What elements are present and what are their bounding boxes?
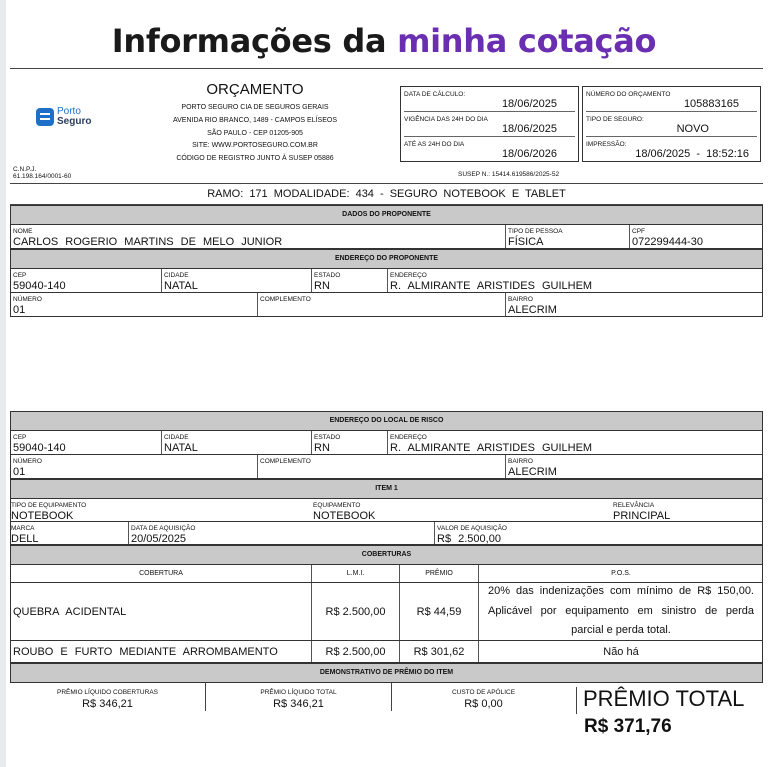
quote-number-value: 105883165 [683, 98, 739, 110]
endereco-label: ENDEREÇO [390, 272, 427, 279]
numero-label: NÚMERO [13, 296, 42, 303]
tipo-pessoa-value: FÍSICA [508, 236, 544, 248]
cnpj-label: C.N.P.J. [13, 166, 37, 173]
endereco-proponente-row-1 [10, 269, 763, 293]
orcamento-title: ORÇAMENTO [206, 81, 304, 98]
cep-cell [11, 269, 161, 292]
estado-label: ESTADO [314, 272, 341, 279]
cnpj-block [13, 166, 71, 180]
complemento-label: COMPLEMENTO [260, 296, 311, 303]
risco-cidade-cell [161, 431, 311, 454]
risco-estado-value: RN [314, 442, 330, 454]
section-bar-local-risco: ENDEREÇO DO LOCAL DE RISCO [10, 411, 763, 431]
col-header-pos: P.O.S. [478, 565, 763, 582]
insurance-type-label: TIPO DE SEGURO: [586, 116, 644, 123]
item-row-2 [10, 522, 763, 545]
company-line: SÃO PAULO - CEP 01205-905 [207, 129, 303, 137]
nome-cell [11, 225, 505, 248]
coverage-premio: R$ 44,59 [399, 583, 478, 640]
document-header [10, 68, 763, 183]
endereco-proponente-row-2 [10, 293, 763, 317]
page-heading [0, 22, 768, 60]
data-aquisicao-label: DATA DE AQUISIÇÃO [131, 525, 196, 532]
bairro-value: ALECRIM [508, 304, 557, 316]
porto-seguro-logo-icon [36, 108, 54, 126]
equipamento-value: NOTEBOOK [313, 510, 376, 522]
tipo-pessoa-cell [505, 225, 629, 248]
risco-numero-label: NÚMERO [13, 458, 42, 465]
coverage-premio: R$ 301,62 [399, 641, 478, 662]
calc-date-label: DATA DE CÁLCULO: [404, 91, 466, 98]
company-line: AVENIDA RIO BRANCO, 1489 - CAMPOS ELÍSEOS [172, 116, 338, 124]
cpf-cell [629, 225, 762, 248]
risco-bairro-cell [505, 455, 762, 478]
relevancia-value: PRINCIPAL [613, 510, 671, 522]
print-value: 18/06/2025 - 18:52:16 [635, 148, 749, 160]
valor-aquisicao-label: VALOR DE AQUISIÇÃO [437, 525, 507, 532]
endereco-value: R. ALMIRANTE ARISTIDES GUILHEM [390, 280, 593, 292]
premio-total-value: R$ 371,76 [584, 716, 672, 737]
marca-label: MARCA [11, 525, 35, 532]
custo-apolice-label: CUSTO DE APÓLICE [451, 689, 516, 696]
coverage-name: ROUBO E FURTO MEDIANTE ARROMBAMENTO [13, 645, 278, 658]
numero-cell [11, 293, 257, 316]
premium-summary [10, 683, 763, 737]
premio-total-label: PRÊMIO TOTAL [576, 687, 766, 714]
data-aquisicao-cell [128, 522, 434, 544]
dates-box [400, 86, 579, 162]
risco-endereco-cell [387, 431, 762, 454]
section-bar-coberturas: COBERTURAS [10, 545, 763, 565]
risco-cidade-label: CIDADE [164, 434, 189, 441]
cidade-label: CIDADE [164, 272, 189, 279]
custo-apolice-value: R$ 0,00 [464, 698, 503, 710]
end-date-value: 18/06/2026 [501, 148, 557, 160]
risco-bairro-value: ALECRIM [508, 466, 557, 478]
section-bar-demonstrativo: DEMONSTRATIVO DE PRÊMIO DO ITEM [10, 663, 763, 683]
risco-endereco-label: ENDEREÇO [390, 434, 427, 441]
section-bar-proponente: DADOS DO PROPONENTE [10, 205, 763, 225]
premio-liquido-coberturas-label: PRÊMIO LÍQUIDO COBERTURAS [56, 689, 158, 696]
logo-line-2: Seguro [57, 116, 92, 127]
premio-liquido-coberturas-cell [10, 683, 205, 719]
section-bar-item: ITEM 1 [10, 479, 763, 499]
valor-aquisicao-value: R$ 2.500,00 [437, 533, 501, 545]
relevancia-cell [611, 499, 762, 521]
start-date-label: VIGÊNCIA DAS 24H DO DIA [404, 116, 488, 123]
risco-complemento-label: COMPLEMENTO [260, 458, 311, 465]
complemento-cell [257, 293, 505, 316]
end-date-label: ATÉ AS 24H DO DIA [404, 141, 465, 148]
coverage-lmi: R$ 2.500,00 [311, 583, 399, 640]
company-line: PORTO SEGURO CIA DE SEGUROS GERAIS [181, 104, 329, 111]
insurance-type-value: NOVO [676, 123, 709, 135]
premio-liquido-total-value: R$ 346,21 [273, 698, 324, 710]
quote-info-box [582, 86, 761, 162]
cidade-cell [161, 269, 311, 292]
tipo-equipamento-cell [11, 499, 311, 521]
cep-value: 59040-140 [13, 280, 66, 292]
risco-bairro-label: BAIRRO [508, 458, 533, 465]
valor-aquisicao-cell [434, 522, 762, 544]
premio-total-block [576, 683, 766, 738]
company-line: CÓDIGO DE REGISTRO JUNTO À SUSEP 05886 [176, 155, 334, 163]
premio-liquido-coberturas-value: R$ 346,21 [82, 698, 133, 710]
table-row [10, 583, 763, 641]
heading-prefix: Informações da [111, 22, 398, 60]
risco-numero-cell [11, 455, 257, 478]
premio-liquido-total-label: PRÊMIO LÍQUIDO TOTAL [260, 689, 337, 696]
tipo-equipamento-label: TIPO DE EQUIPAMENTO [11, 502, 87, 509]
table-row [10, 641, 763, 663]
bairro-cell [505, 293, 762, 316]
equipamento-cell [311, 499, 611, 521]
section-bar-endereco-proponente: ENDEREÇO DO PROPONENTE [10, 249, 763, 269]
coverage-pos-cell [478, 583, 763, 640]
col-header-lmi: L.M.I. [311, 565, 399, 582]
tipo-pessoa-label: TIPO DE PESSOA [508, 228, 563, 235]
bairro-label: BAIRRO [508, 296, 533, 303]
premio-liquido-total-cell [206, 683, 391, 719]
quote-number-label: NÚMERO DO ORÇAMENTO [586, 91, 671, 98]
risco-cidade-value: NATAL [164, 442, 198, 454]
company-block [160, 81, 350, 166]
estado-cell [311, 269, 387, 292]
marca-cell [11, 522, 128, 544]
relevancia-label: RELEVÂNCIA [613, 502, 655, 509]
custo-apolice-cell [392, 683, 575, 719]
risco-cep-cell [11, 431, 161, 454]
cpf-label: CPF [632, 228, 645, 235]
nome-value: CARLOS ROGERIO MARTINS DE MELO JUNIOR [13, 236, 283, 248]
risco-complemento-cell [257, 455, 505, 478]
tipo-equipamento-value: NOTEBOOK [11, 510, 74, 522]
coverage-table-header [10, 565, 763, 583]
endereco-cell [387, 269, 762, 292]
risco-cep-value: 59040-140 [13, 442, 66, 454]
coverage-lmi: R$ 2.500,00 [311, 641, 399, 662]
logo-line-1: Porto [57, 106, 81, 117]
numero-value: 01 [13, 304, 26, 316]
cep-label: CEP [13, 272, 27, 279]
quote-document-page-2 [10, 411, 763, 737]
coverage-name: QUEBRA ACIDENTAL [13, 605, 127, 618]
risco-cep-label: CEP [13, 434, 27, 441]
estado-value: RN [314, 280, 330, 292]
proponente-row [10, 225, 763, 249]
coverage-pos: 20% das indenizações com mínimo de R$ 150,00. Aplicável por equipamento em sinistro de perda parcial e perda total. [488, 585, 754, 637]
col-header-cobertura: COBERTURA [139, 570, 183, 577]
start-date-value: 18/06/2025 [501, 123, 557, 135]
cnpj-value: 61.198.164/0001-60 [13, 173, 72, 180]
item-row-1 [10, 499, 763, 522]
left-edge-strip [0, 0, 6, 767]
cidade-value: NATAL [164, 280, 198, 292]
calc-date-value: 18/06/2025 [501, 98, 557, 110]
col-header-premio: PRÊMIO [399, 565, 478, 582]
equipamento-label: EQUIPAMENTO [313, 502, 361, 509]
heading-accent: minha cotação [397, 22, 657, 60]
company-line: SITE: WWW.PORTOSEGURO.COM.BR [192, 142, 318, 150]
nome-label: NOME [13, 228, 33, 235]
quote-document-page-1 [10, 68, 763, 317]
porto-seguro-logo [36, 107, 91, 127]
local-risco-row-2 [10, 455, 763, 479]
risco-numero-value: 01 [13, 466, 26, 478]
cpf-value: 072299444-30 [632, 236, 703, 248]
coverage-pos: Não há [478, 641, 763, 662]
print-label: IMPRESSÃO: [586, 141, 627, 148]
ramo-line: RAMO: 171 MODALIDADE: 434 - SEGURO NOTEBOOK E TABLET [10, 183, 763, 205]
risco-endereco-value: R. ALMIRANTE ARISTIDES GUILHEM [390, 442, 593, 454]
susep-number: SUSEP N.: 15414.619586/2025-52 [458, 171, 560, 178]
data-aquisicao-value: 20/05/2025 [131, 533, 187, 545]
risco-estado-label: ESTADO [314, 434, 341, 441]
risco-estado-cell [311, 431, 387, 454]
marca-value: DELL [11, 533, 39, 545]
local-risco-row-1 [10, 431, 763, 455]
